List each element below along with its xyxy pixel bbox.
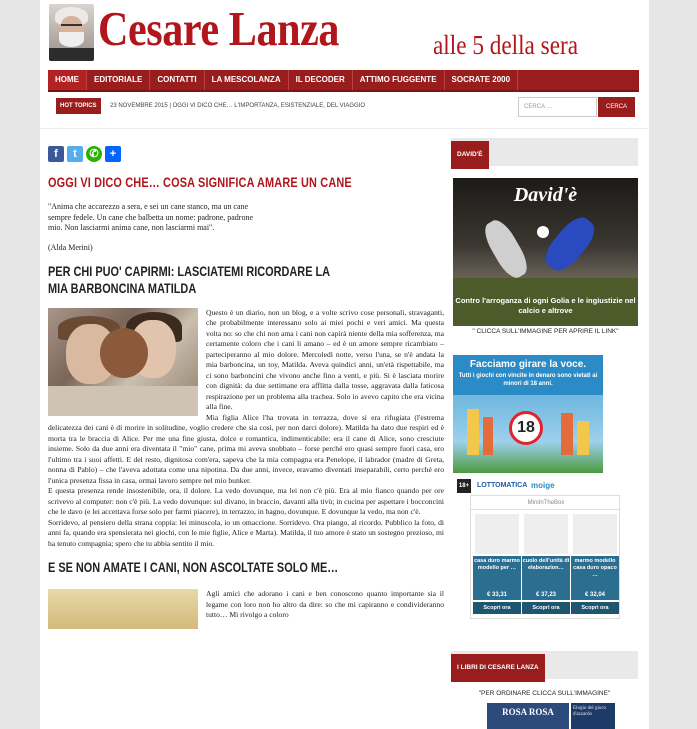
page [40, 0, 649, 729]
twitter-icon[interactable]: t [67, 146, 83, 162]
nav-la-mescolanza[interactable]: LA MESCOLANZA [205, 70, 289, 90]
product-buy-button[interactable]: Scopri ora [473, 602, 521, 614]
product-image [524, 514, 568, 554]
widget-title-label: I LIBRI DI CESARE LANZA [451, 654, 545, 682]
age-18-plus-icon: 18+ [457, 479, 471, 493]
widget-title-davide [451, 138, 638, 166]
header-divider [40, 128, 649, 129]
article-paragraph: E questa presenza rende insostenibile, ora, il dolore. La vedo dovunque, ma lei non c'è più. Era al mio fianco quando per ore scrivevo al computer: non c'è più. La vedo dovunque: sul divano, in braccio, davanti alla tivù; in cucina per aspettare i bocconcini che le davo (e lei accettava forse solo per farmi piacere), in terrazzo, in bagno, dovunque. E dovunque la vedo, ma non c'è. [48, 486, 444, 516]
ball-icon [537, 226, 549, 238]
widget-title-libri [451, 651, 638, 679]
article-quote: "Anima che accarezzo a sera, e sei un cane stanco, ma un cane sempre fedele. Un cane che balbetta un nome: padrone, padrone mio. Non lasciarmi anima cane, non lasciarmi mai". [48, 202, 254, 232]
nav-editoriale[interactable]: EDITORIALE [87, 70, 150, 90]
product-price: € 33,31 [473, 590, 521, 600]
product-image [573, 514, 617, 554]
hot-topics-label: HOT TOPICS [56, 98, 101, 114]
facebook-icon[interactable]: f [48, 146, 64, 162]
widget-title-label: DAVID'È [451, 141, 489, 169]
gioco-title: Facciamo girare la voce. [469, 359, 587, 370]
main-nav [48, 70, 639, 92]
article-paragraph: Sorridevo, al pensiero della strana coppia: lei minuscola, io un omaccione. Sorridevo. Ora piango, al ricordo. Pubblico la foto, di anni fa, quando era spensierata nei giochi, con le mie figlie, Alice e Marta). Matilda, il tuo amore è stato un sostegno prezioso, mi ha tenuto compagnia; spero che tu abbia sentito il mio. [48, 517, 444, 548]
player-figure [479, 216, 533, 283]
sidebar [451, 138, 638, 717]
quote-author: (Alda Merini) [48, 242, 93, 252]
product-price: € 37,23 [522, 590, 570, 600]
age-18-badge: 18 [509, 411, 543, 445]
article-body-2 [48, 589, 444, 621]
search-button[interactable]: CERCA [598, 97, 635, 117]
davide-slogan: Contro l'arroganza di ogni Golia e le ingiustizie nel calcio e altrove [455, 296, 636, 315]
book-cover[interactable] [487, 703, 569, 729]
book-title: ROSA ROSA [502, 707, 554, 717]
article-photo[interactable] [48, 308, 198, 416]
article-paragraph: Questo è un diario, non un blog, e a volte scrivo cose personali, stravaganti, che probabilmente interessano solo ai miei pochi e veri amici. Ma questa volta no: so che chi non ama i cani non capirà niente della mia sofferenza, ma certamente coloro che i cani li amano – ed è un amore sempre ricambiato – parteciperanno al mio dolore. Mercoledì notte, verso l'una, se n'è andata la mia barboncina, un toy, Matilda. Aveva quindici anni, un'età rispettabile, ma ci sono barboncini che vivono anche fino a venti, e più. Si è lasciata morire con dignità: da due settimane era afflitta dalla tosse, aggravata dalla faticosa respirazione per un problema alla trachea. Solo io avevo capito che era vicina alla fine. [206, 307, 444, 411]
nav-socrate-2000[interactable]: SOCRATE 2000 [445, 70, 519, 90]
nav-il-decoder[interactable]: IL DECODER [289, 70, 353, 90]
product-buy-button[interactable]: Scopri ora [522, 602, 570, 614]
product-desc: cuolo dell'unità di elaborazion… [522, 556, 570, 590]
miniinthebox-ad[interactable] [470, 495, 620, 619]
gioco-responsabile-banner[interactable] [453, 355, 603, 509]
book-title: Elogio del gioco d'azzardo [573, 706, 607, 717]
ad-product[interactable] [571, 512, 619, 618]
main-content [48, 146, 444, 629]
product-buy-button[interactable]: Scopri ora [571, 602, 619, 614]
article-title: OGGI VI DICO CHE… COSA SIGNIFICA AMARE UN CANE [48, 174, 352, 190]
article-photo-2[interactable] [48, 589, 198, 629]
hot-topics-ticker[interactable]: 23 NOVEMBRE 2015 | OGGI VI DICO CHE… L'IMPORTANZA, ESISTENZIALE, DEL VIAGGIO [110, 103, 365, 109]
site-header [40, 0, 649, 68]
section-heading: PER CHI PUO' CAPIRMI: LASCIATEMI RICORDARE LA MIA BARBONCINA MATILDA [48, 262, 330, 296]
share-plus-icon[interactable]: + [105, 146, 121, 162]
product-image [475, 514, 519, 554]
davide-caption: " CLICCA SULL'IMMAGINE PER APRIRE IL LINK" [472, 328, 619, 335]
section-heading-2: E SE NON AMATE I CANI, NON ASCOLTATE SOLO ME… [48, 559, 339, 575]
site-title[interactable]: Cesare Lanza [98, 1, 340, 56]
gioco-subtitle: Tutti i giochi con vincite in denaro sono vietati ai minori di 18 anni. [458, 373, 598, 387]
author-portrait[interactable] [49, 4, 94, 61]
nav-home[interactable]: HOME [48, 70, 87, 90]
player-figure [539, 211, 601, 276]
moige-logo: moige [531, 481, 555, 490]
article-paragraph: Mia figlia Alice l'ha trovata in terrazza, dove si era rifugiata (l'estrema delicatezza dei cani è di morire in solitudine, voglio credere che sia così, per non darci dolore). Matilda ha dato due respiri ed è morta tra le braccia di Alice. Per me una fine giusta, dolce e romantica, indimenticabile: era il cane di Alice, sono cresciute insieme. Solo da due anni era diventata il "mio" cane, prima mi aveva snobbato – forse perché ero quasi sempre fuori casa, ero l'ultimo tra i suoi affetti. E del resto, dignitosa com'era, sapeva che la mia compagna era Penelope, il labrador (madre di Greta, nonna di Pablo) – che l'aveva adottata come una nipotina. Da due anni, invece, eravamo diventati inseparabili, certo perché ero l'unica presenza fissa in casa, ormai lavoro sempre nel mio bunker. [48, 412, 444, 485]
nav-attimo-fuggente[interactable]: ATTIMO FUGGENTE [353, 70, 445, 90]
product-desc: marmo modello casa duro opaco … [571, 556, 619, 590]
search-input[interactable]: CERCA … [518, 97, 597, 117]
product-price: € 32,04 [571, 590, 619, 600]
ad-brand: MiniInTheBox [471, 496, 620, 510]
article-body [48, 308, 444, 550]
article-paragraph: Agli amici che adorano i cani e ben conoscono quanto importante sia il legame con loro non ho altro da dire: so che mi capiranno e condivideranno tutto… Mi rivolgo a coloro [206, 589, 444, 619]
share-bar [48, 146, 444, 162]
libri-caption: "PER ORDINARE CLICCA SULL'IMMAGINE" [478, 690, 611, 697]
davide-brand: David'è [513, 184, 578, 206]
product-desc: casa duro marmo modello per … [473, 556, 521, 590]
lottomatica-logo: LOTTOMATICA [477, 482, 528, 489]
ad-product[interactable] [522, 512, 570, 618]
site-subtitle: alle 5 della sera [433, 30, 579, 60]
book-cover[interactable] [571, 703, 615, 729]
ad-product[interactable] [473, 512, 521, 618]
whatsapp-icon[interactable]: ✆ [86, 146, 102, 162]
nav-contatti[interactable]: CONTATTI [150, 70, 204, 90]
davide-banner[interactable] [453, 178, 638, 326]
hot-topics-bar [48, 95, 639, 120]
